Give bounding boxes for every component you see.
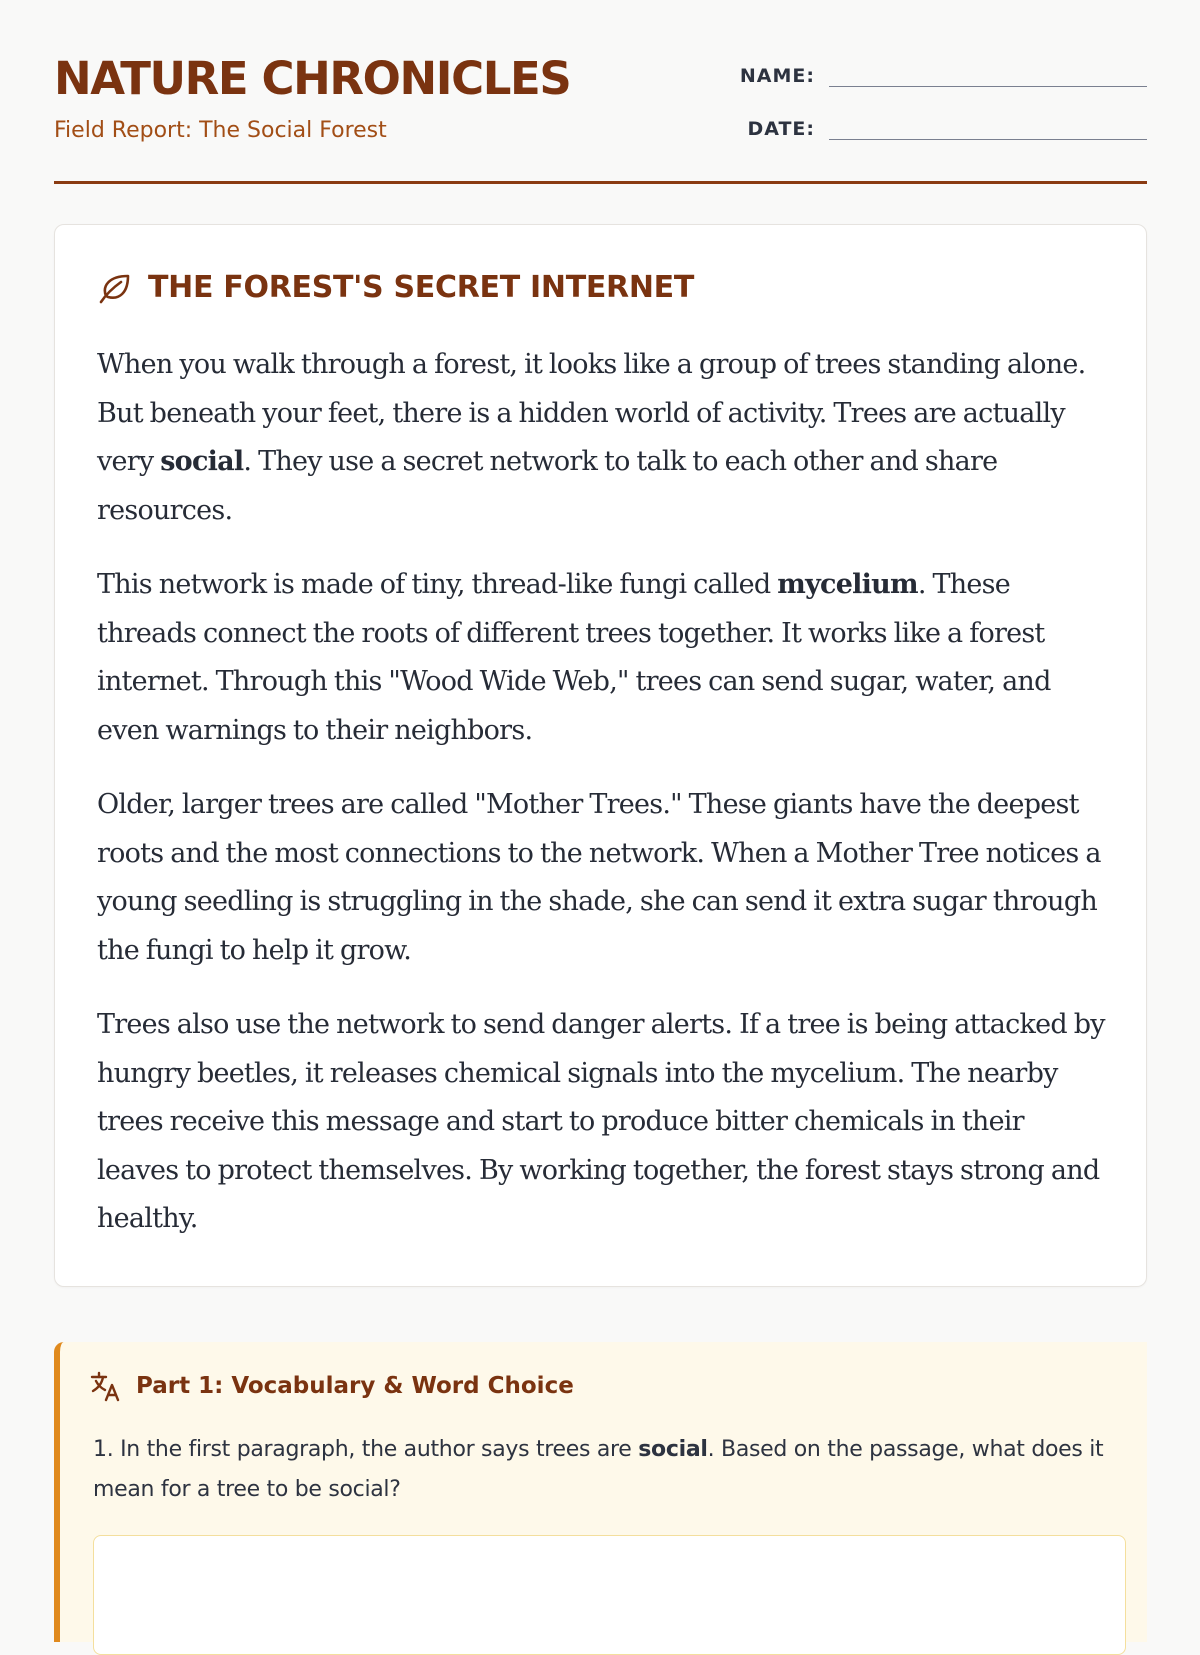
date-field bbox=[675, 111, 1147, 140]
leaf-icon bbox=[97, 269, 133, 305]
date-input-line[interactable] bbox=[829, 111, 1147, 140]
date-label: DATE: bbox=[747, 118, 815, 140]
page-title: NATURE CHRONICLES bbox=[54, 52, 571, 105]
passage-heading bbox=[97, 269, 694, 305]
name-input-line[interactable] bbox=[829, 58, 1147, 87]
question-1: 1. In the first paragraph, the author says trees are social. Based on the passage, what does it mean for a tree to be social? bbox=[93, 1437, 1104, 1502]
part-1-title: Part 1: Vocabulary & Word Choice bbox=[136, 1373, 574, 1399]
name-label: NAME: bbox=[739, 65, 815, 87]
part-1-section bbox=[54, 1342, 1147, 1642]
passage-paragraph-1: When you walk through a forest, it looks like a group of trees standing alone. But beneath your feet, there is a hidden world of activity. Trees are actually very social. They use a secret network to talk to each other and share resources. bbox=[97, 349, 1086, 526]
passage-paragraph-4: Trees also use the network to send danger alerts. If a tree is being attacked by hungry beetles, it releases chemical signals into the mycelium. The nearby trees receive this message and start to produce bitter chemicals in their leaves to protect themselves. By working together, the forest stays strong and healthy. bbox=[97, 1009, 1105, 1234]
question-1-keyword: social bbox=[638, 1437, 708, 1462]
question-1-answer-box[interactable] bbox=[93, 1535, 1126, 1655]
name-field bbox=[675, 58, 1147, 87]
keyword-social: social bbox=[160, 446, 244, 477]
keyword-mycelium: mycelium bbox=[777, 569, 918, 600]
worksheet-header bbox=[54, 0, 1147, 184]
passage-paragraph-2: This network is made of tiny, thread-like fungi called mycelium. These threads connect the roots of different trees together. It works like a forest internet. Through this "Wood Wide Web," trees can send sugar, water, and even warnings to their neighbors. bbox=[97, 569, 1051, 746]
passage-paragraph-3: Older, larger trees are called "Mother Trees." These giants have the deepest roots and the most connections to the network. When a Mother Tree notices a young seedling is struggling in the shade, she can send it extra sugar through the fungi to help it grow. bbox=[97, 789, 1101, 966]
passage-title: THE FOREST'S SECRET INTERNET bbox=[148, 269, 695, 305]
translate-icon bbox=[88, 1368, 124, 1404]
page-subtitle: Field Report: The Social Forest bbox=[54, 118, 387, 143]
passage-body bbox=[97, 341, 1109, 1270]
part-1-heading bbox=[88, 1368, 574, 1404]
passage-card bbox=[54, 224, 1147, 1287]
